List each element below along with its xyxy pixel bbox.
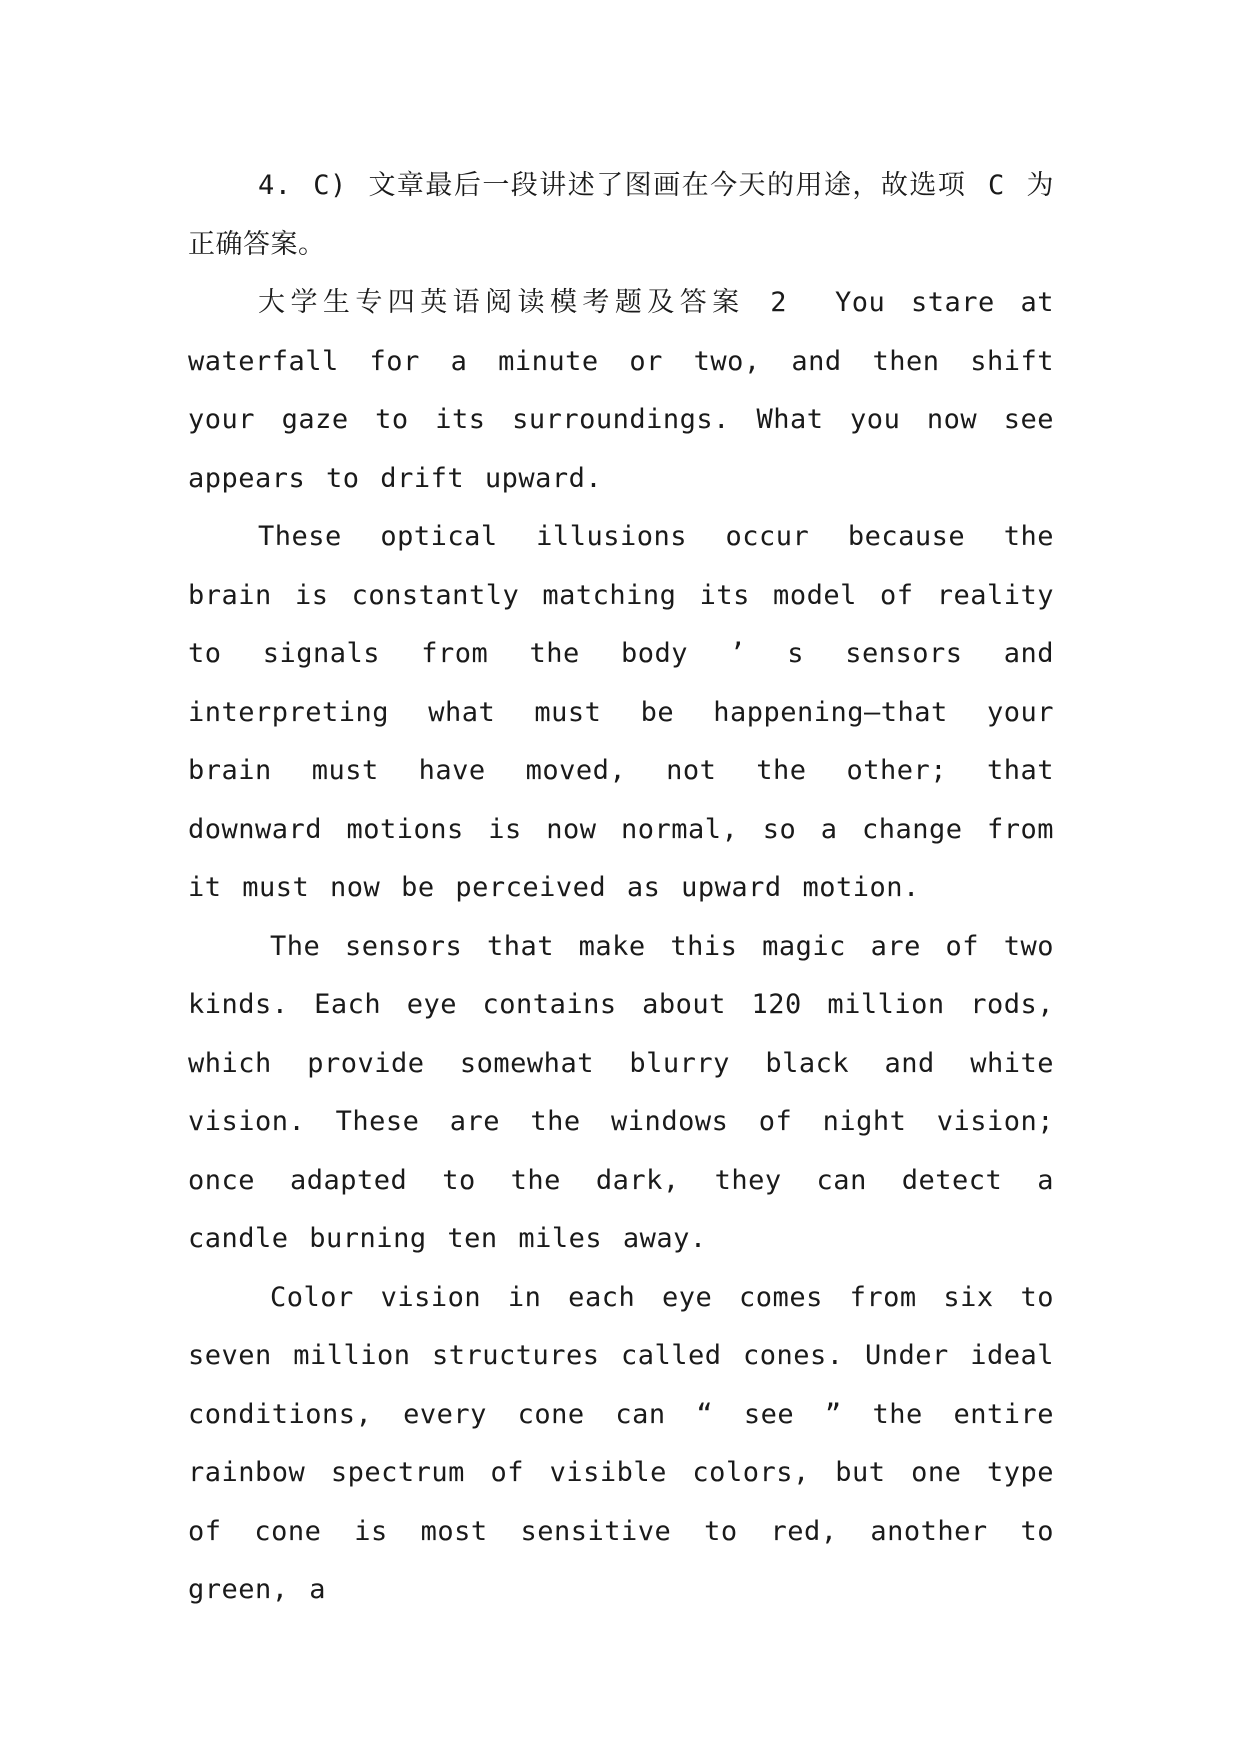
section-intro-text: You stare at waterfall for a minute or two, and then shift your gaze to its surroundings. What you now see appears to drift upward. bbox=[188, 287, 1054, 494]
section-intro-paragraph bbox=[188, 274, 1054, 508]
section-heading: 大学生专四英语阅读模考题及答案 2 bbox=[258, 287, 788, 318]
sensors-paragraph bbox=[188, 918, 1054, 1269]
answer-paragraph bbox=[188, 157, 1054, 274]
document-body bbox=[188, 157, 1054, 1620]
optical-illusions-paragraph bbox=[188, 508, 1054, 918]
color-vision-paragraph bbox=[188, 1269, 1054, 1620]
sensors-text: The sensors that make this magic are of two kinds. Each eye contains about 120 million rods, which provide somewhat blurry black and white vision. These are the windows of night vision; once adapted to the dark, they can detect a candle burning ten miles away. bbox=[188, 930, 1054, 1254]
answer-text: 4. C) 文章最后一段讲述了图画在今天的用途，故选项 C 为正确答案。 bbox=[188, 170, 1054, 260]
optical-illusions-text: These optical illusions occur because the brain is constantly matching its model of reality to signals from the body ’ s sensors and interpreting what must be happening—that your brain must have moved, not the other; that downward motions is now normal, so a change from it must now be perceived as upward motion. bbox=[188, 521, 1054, 903]
color-vision-text: Color vision in each eye comes from six to seven million structures called cones. Under ideal conditions, every cone can “ see ” the entire rainbow spectrum of visible colors, but one type of cone is most sensitive to red, another to green, a bbox=[188, 1281, 1054, 1605]
